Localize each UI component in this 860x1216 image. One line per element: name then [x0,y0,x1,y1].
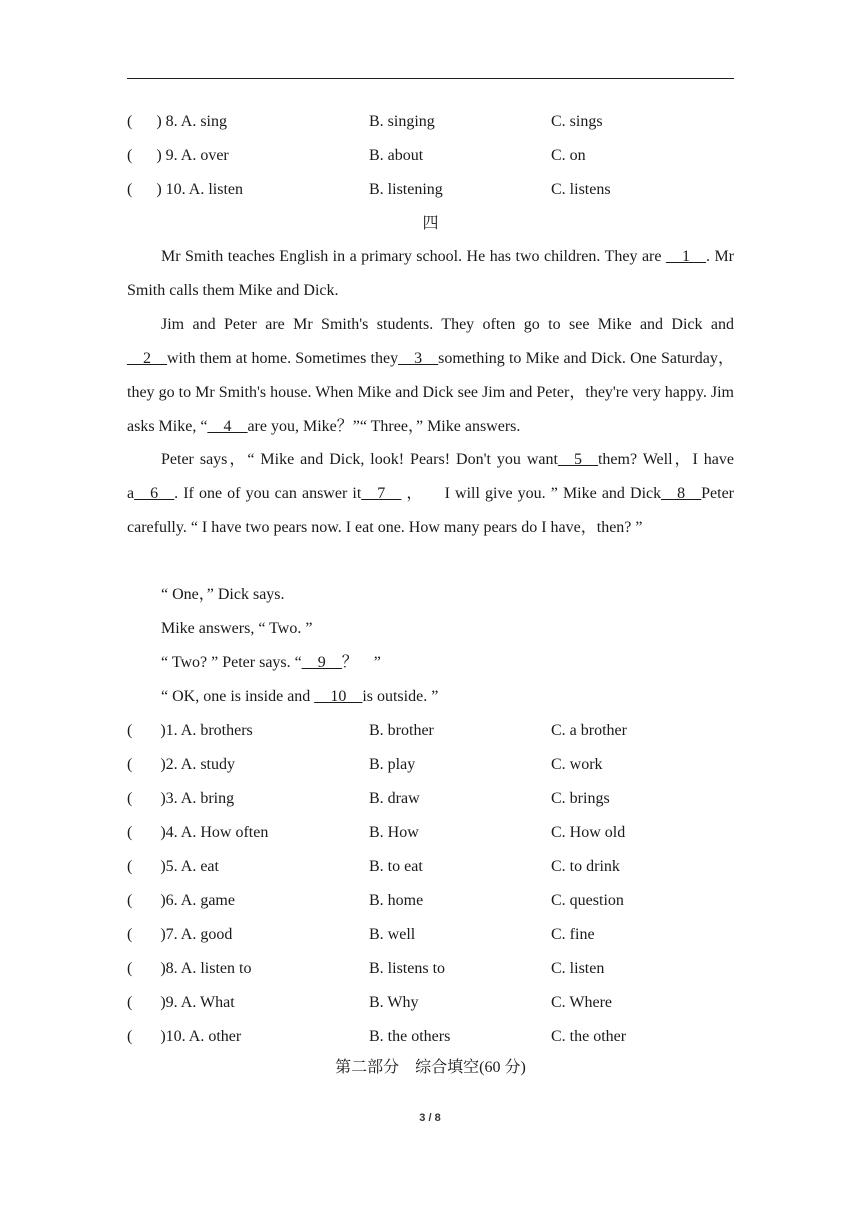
option-c: C. on [551,147,586,164]
option-a: ( )4. A. How often [127,824,269,841]
question-row-9b [127,990,734,1016]
option-a: ( )5. A. eat [127,858,219,875]
option-b: B. listening [369,181,443,198]
option-a: ( )10. A. other [127,1028,242,1045]
blank-7: __7__ [361,485,402,502]
blank-6: __6__ [134,485,175,502]
passage-text: “ Two? ” Peter says. “ [161,654,302,671]
option-a: ( )8. A. listen to [127,960,252,977]
option-c: C. to drink [551,858,620,875]
option-c: C. sings [551,113,603,130]
blank-5: __5__ [557,451,598,468]
passage-paragraph-2 [127,308,734,444]
passage-text: . Mr Smith calls them Mike and Dick. [127,248,735,299]
question-row-4 [127,820,734,846]
option-b: B. How [369,824,419,841]
option-b: B. Why [369,994,419,1011]
passage-text: Jim and Peter are Mr Smith's students. They often go to see Mike and Dick and [161,316,734,333]
option-c: C. work [551,756,603,773]
option-a: ( )2. A. study [127,756,236,773]
passage-line-3 [161,650,381,676]
passage-text: Peter carefully. “ I have two pears now. I eat one. How many pears do I have，then? ” [127,485,734,536]
option-b: B. draw [369,790,420,807]
question-row-7 [127,922,734,948]
option-a: ( )9. A. What [127,994,235,1011]
question-row-9 [127,143,734,169]
option-a: ( )1. A. brothers [127,722,253,739]
passage-text: them? Well，I have a [127,451,734,502]
blank-9: __9__ [301,654,342,671]
blank-3: __3__ [398,350,439,367]
blank-10: __10__ [314,688,363,705]
option-c: C. How old [551,824,626,841]
blank-4: __4__ [207,418,248,435]
question-row-8b [127,956,734,982]
question-row-1 [127,718,734,744]
option-a: ( )7. A. good [127,926,233,943]
passage-line-1: “ One，” Dick says. [161,586,285,603]
option-c: C. brings [551,790,610,807]
blank-2: __2__ [127,350,167,367]
passage-text: is outside. ” [362,688,439,705]
option-a: ( )6. A. game [127,892,235,909]
option-c: C. the other [551,1028,627,1045]
option-b: B. play [369,756,416,773]
option-c: C. a brother [551,722,627,739]
question-row-8 [127,109,734,135]
option-c: C. question [551,892,624,909]
option-b: B. brother [369,722,434,739]
question-row-10 [127,177,734,203]
header-rule [127,78,734,79]
option-a: ( ) 8. A. sing [127,113,228,130]
option-b: B. listens to [369,960,446,977]
passage-line-2: Mike answers, “ Two. ” [161,620,313,637]
option-a: ( ) 9. A. over [127,147,229,164]
question-row-6 [127,888,734,914]
passage-line-4 [161,684,438,710]
option-c: C. Where [551,994,613,1011]
option-b: B. to eat [369,858,423,875]
passage-text: Peter says，“ Mike and Dick, look! Pears! Don't you want [161,451,558,468]
option-a: ( ) 10. A. listen [127,181,243,198]
passage-text: something to Mike and Dick. One Saturday，they go to Mr Smith's house. When Mike and Dick see Jim and Peter，they're very happy. Jim asks Mike, “ [127,350,735,435]
section-title: 四 [422,215,439,232]
option-b: B. singing [369,113,435,130]
question-row-3 [127,786,734,812]
option-a: ( )3. A. bring [127,790,235,807]
passage-text: Mr Smith teaches English in a primary school. He has two children. They are [161,248,666,265]
passage-text: . If one of you can answer it [174,485,362,502]
part-title: 第二部分 综合填空(60 分) [335,1059,526,1076]
option-c: C. fine [551,926,595,943]
question-row-10b [127,1024,734,1050]
option-c: C. listens [551,181,611,198]
question-row-5 [127,854,734,880]
page-number: 3 / 8 [419,1112,441,1124]
blank-8: __8__ [661,485,702,502]
option-b: B. the others [369,1028,451,1045]
option-b: B. about [369,147,424,164]
passage-paragraph-3 [127,443,734,545]
question-row-2 [127,752,734,778]
option-b: B. well [369,926,416,943]
passage-text: ？ ” [341,654,381,671]
passage-text: “ OK, one is inside and [161,688,315,705]
passage-text: with them at home. Sometimes they [167,350,399,367]
passage-text: ， I will give you. ” Mike and Dick [401,485,662,502]
option-b: B. home [369,892,424,909]
option-c: C. listen [551,960,605,977]
blank-1: __1__ [665,248,706,265]
passage-text: are you, Mike？”“ Three，” Mike answers. [247,418,521,435]
passage-paragraph-1 [127,240,734,308]
